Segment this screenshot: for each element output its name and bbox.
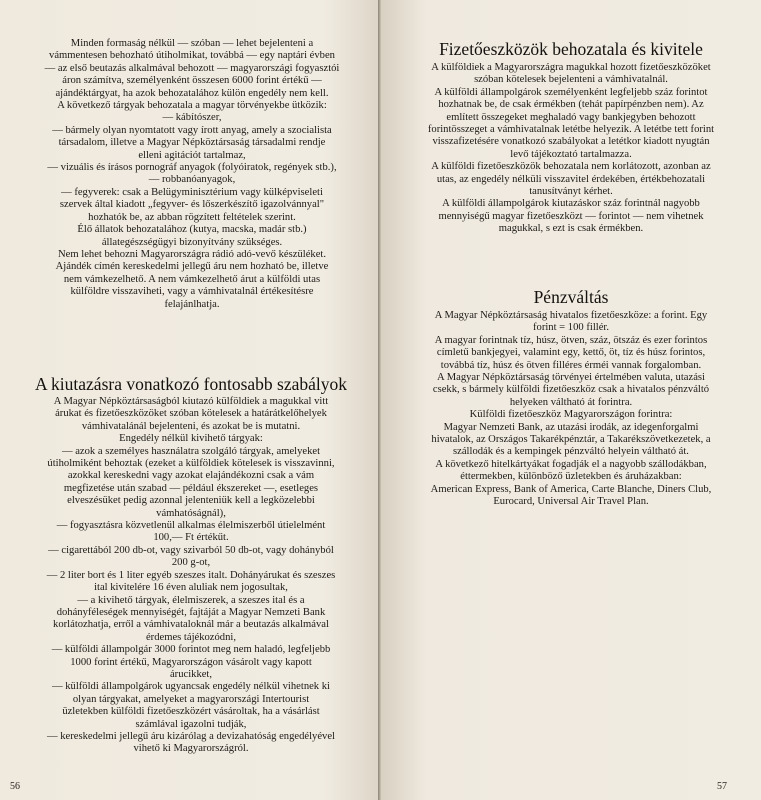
text-line: továbbá tíz, húsz és ötven filléres érméi vannak forgalomban. — [440, 359, 702, 371]
text-line: számlával igazolni tudják, — [135, 718, 247, 730]
text-line: — a kivihető tárgyak, élelmiszerek, a szeszes ital és a — [77, 594, 305, 606]
text-line: elleni agitációt tartalmaz, — [138, 149, 246, 161]
text-line: visszafizetésére vonatkozó szabályokat a letétkor kiadott nyugtán — [432, 136, 710, 148]
text-line: A külföldi állampolgárok személyenként legfeljebb száz forintot — [434, 86, 708, 98]
text-line: dohányféleségek mennyiségét, fajtáját a Magyar Nemzeti Bank — [56, 606, 326, 618]
text-line: A következő hitelkártyákat fogadják el a nagyobb szállodákban, — [435, 458, 707, 470]
text-line: — külföldi állampolgár 3000 forintot meg nem haladó, legfeljebb — [51, 644, 331, 656]
customs-intro-text — [18, 38, 366, 311]
text-line: éttermekben, különböző üzletekben és áruházakban: — [460, 471, 682, 483]
text-line: levő tájékoztató tartalmazza. — [510, 148, 632, 160]
text-line: vámhivatalánál bejelenteni, és azokat be is mutatni. — [81, 420, 301, 432]
text-line: Ajándék címén kereskedelmi jellegű áru nem hozható be, illetve — [55, 261, 329, 273]
text-line: Külföldi fizetőeszköz Magyarországon forintra: — [469, 409, 673, 421]
text-line: mennyiségű magyar fizetőeszközt — forintot — nem vihetnek — [438, 210, 704, 222]
text-line: üzletekben külföldi fizetőeszközért vásároltak, ha a vásárlást — [62, 706, 320, 718]
text-line: 200 g-ot, — [171, 557, 211, 569]
text-line: hozhatók be, az abban rögzített feltételek szerint. — [88, 211, 296, 223]
text-line: — fegyverek: csak a Belügyminisztérium vagy külképviseleti — [61, 186, 323, 198]
text-line: érdemes tájékozódni, — [145, 631, 236, 643]
text-line: — robbanóanyagok, — [148, 174, 236, 186]
text-line: árukat és fizetőeszközöket szóban kötelesek a határátkelőhelyek — [55, 408, 327, 420]
text-line: vihető ki Magyarországról. — [133, 743, 249, 755]
text-line: ital kivitelére 16 éven aluliak nem jogosultak, — [94, 582, 288, 594]
text-line: utas, az engedély nélküli visszavitel érdekében, értékbehozatali — [436, 173, 706, 185]
text-line: A Magyar Népköztársaság törvényei értelmében valuta, utazási — [437, 372, 705, 384]
text-line: Eurocard, Universal Air Travel Plan. — [493, 496, 649, 508]
text-line: Élő állatok behozatalához (kutya, macska, madár stb.) — [77, 224, 307, 236]
text-line: Minden formaság nélkül — szóban — lehet bejelenteni a — [70, 38, 314, 49]
text-line: — azok a személyes használatra szolgáló tárgyak, amelyeket — [61, 445, 321, 457]
text-line: útiholmiként behoztak (ezeket a külföldiek kötelesek is visszavinni, — [47, 458, 335, 470]
text-line: nem vámkezelhető. A nem vámkezelhető árut a külföldi utas — [63, 273, 321, 285]
text-line: ajándéktárgyat, ha azok behozatalához külön engedély nem kell. — [55, 87, 329, 99]
text-line: — kereskedelmi jellegű áru kizárólag a devizahatóság engedélyével — [47, 730, 335, 742]
text-line: áron számítva, személyenként összesen 6000 forint értékű — — [62, 75, 322, 87]
text-line: külföldre visszaviheti, vagy a vámhivatalnál értékesítésre — [70, 286, 314, 298]
text-line: hivatalok, az Országos Takarékpénztár, a Takarékszövetkezetek, a — [431, 434, 711, 446]
text-line: árucikket, — [169, 668, 213, 680]
text-line: — bármely olyan nyomtatott vagy írott anyag, amely a szocialista — [52, 124, 332, 136]
text-line: — kábítószer, — [162, 112, 222, 124]
text-line: megfizetése után szabad — például ékszereket —, esetleges — [63, 482, 319, 494]
text-line: vámmentesen behozható útiholmikat, továbbá — egy naptári évben — [49, 50, 335, 62]
text-line: A következő tárgyak behozatala a magyar törvényekbe ütközik: — [57, 100, 327, 112]
text-line: szállodák és a kempingek pénzváltó helyein váltható át. — [453, 446, 689, 458]
text-line: A külföldiek a Magyarországra magukkal hozott fizetőeszközöket — [431, 62, 711, 73]
exit-rules-heading: A kiutazásra vonatkozó fontosabb szabályok — [35, 374, 347, 394]
right-page — [381, 0, 761, 800]
text-line: A külföldi állampolgárok kiutazáskor száz forintnál nagyobb — [442, 198, 700, 210]
text-line: tanusítványt kérhet. — [529, 186, 613, 198]
text-line: — 2 liter bort és 1 liter egyéb szeszes italt. Dohányárukat és szeszes — [46, 569, 336, 581]
text-line: felajánlhatja. — [164, 298, 220, 310]
text-line: A külföldi fizetőeszközök behozatala nem korlátozott, azonban az — [431, 161, 711, 173]
text-line: állategészségügyi bizonyítvány szükséges. — [101, 236, 283, 248]
text-line: Magyar Nemzeti Bank, az utazási irodák, az idegenforgalmi — [443, 421, 699, 433]
text-line: — vizuális és írásos pornográf anyagok (folyóiratok, regények stb.), — [47, 162, 337, 174]
currency-exchange-text — [389, 310, 753, 509]
text-line: A Magyar Népköztársaság hivatalos fizetőeszköze: a forint. Egy — [434, 310, 708, 321]
text-line: említett összegeket meghaladó vagy bankjegyben behozott — [446, 111, 696, 123]
text-line: 1000 forint értékű, Magyarországon vásárolt vagy kapott — [70, 656, 312, 668]
text-line: — az első beutazás alkalmával behozott — magyarországi fogyasztói — [44, 62, 340, 74]
text-line: olyan tárgyakat, amelyeket a magyarországi Intertourist — [72, 693, 310, 705]
page-number-right: 57 — [717, 781, 727, 792]
text-line: Engedély nélkül kivihető tárgyak: — [119, 433, 263, 445]
text-line: vámhatóságnál), — [156, 507, 226, 519]
currency-exchange-heading: Pénzváltás — [533, 287, 609, 307]
text-line: 100,— Ft értékűt. — [153, 532, 229, 544]
text-line: csekk, s bármely külföldi fizetőeszköz csak a hivatalos pénzváltó — [432, 384, 710, 396]
text-line: forintösszeget a vámhivatalnak letétbe helyezik. A letétbe tett forint — [427, 124, 715, 136]
page-number-left: 56 — [10, 781, 20, 792]
text-line: helyeken váltható át forintra. — [509, 396, 633, 408]
text-line: azokkal kereskedni vagy azokat elajándékozni csak a vám — [67, 470, 315, 482]
text-line: Nem lehet behozni Magyarországra rádió adó-vevő készüléket. — [58, 248, 326, 260]
text-line: elveszésüket pedig azonnal jelenteniük kell a legközelebbi — [67, 495, 315, 507]
text-line: hozhatnak be, de csak érmékben (tehát papírpénzben nem). Az — [438, 99, 704, 111]
text-line: társadalom, illetve a Magyar Népköztársaság társadalmi rendje — [58, 137, 326, 149]
left-page — [0, 0, 380, 800]
currency-import-text — [393, 62, 749, 236]
text-line: szervek által kiadott „fegyver- és lőszerkészítő igazolvánnyal" — [59, 199, 325, 211]
text-line: American Express, Bank of America, Carte Blanche, Diners Club, — [430, 483, 712, 495]
text-line: forint = 100 fillér. — [533, 322, 609, 334]
text-line: — külföldi állampolgárok ugyancsak engedély nélkül vihetnek ki — [51, 681, 330, 693]
text-line: — cigarettából 200 db-ot, vagy szivarból 50 db-ot, vagy dohányból — [48, 544, 334, 556]
text-line: A magyar forintnak tíz, húsz, ötven, száz, ötszáz és ezer forintos — [434, 334, 708, 346]
text-line: korlátozhatja, erről a vámhivataloknál már a beutazás alkalmával — [53, 619, 329, 631]
text-line: szóban kötelesek bejelenteni a vámhivatalnál. — [474, 74, 668, 86]
exit-rules-text — [14, 396, 368, 756]
text-line: magukkal, s ezt is csak érmékben. — [498, 223, 644, 235]
text-line: — fogyasztásra közvetlenül alkalmas élelmiszerből útielelmént — [56, 520, 326, 532]
currency-import-heading: Fizetőeszközök behozatala és kivitele — [439, 39, 703, 59]
text-line: címletű bankjegyei, valamint egy, kettő, öt, tíz és húsz forintos, — [436, 347, 706, 359]
text-line: A Magyar Népköztársaságból kiutazó külföldiek a magukkal vitt — [53, 396, 329, 407]
